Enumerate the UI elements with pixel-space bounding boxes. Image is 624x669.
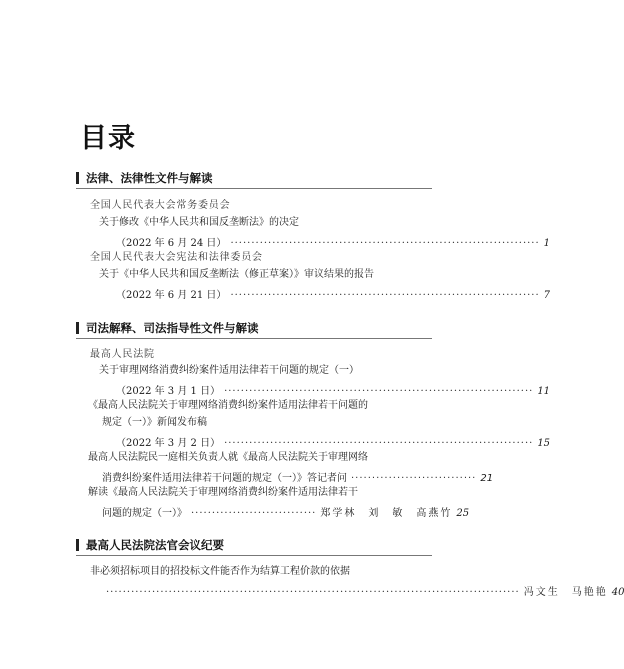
toc-entry-dateline[interactable]: [116, 434, 551, 449]
toc-issuer: 全国人民代表大会常务委员会: [90, 200, 231, 211]
page-title: 目录: [80, 123, 136, 154]
toc-entry-title-cont: 消费纠纷案件适用法律若干问题的规定（一）》答记者问: [102, 473, 347, 484]
toc-entry-dateline[interactable]: [116, 382, 551, 397]
toc-page-number: 1: [543, 238, 551, 249]
toc-issuer: 最高人民法院: [90, 349, 155, 360]
toc-leader-dots: ···································································································: [106, 587, 520, 598]
toc-page-number: 11: [537, 386, 551, 397]
section-heading-label: 法律、法律性文件与解读: [86, 171, 213, 185]
toc-issuer: 全国人民代表大会宪法和法律委员会: [90, 252, 263, 263]
section-heading-label: 司法解释、司法指导性文件与解读: [86, 321, 259, 335]
toc-entry-date: （2022 年 3 月 1 日）: [116, 386, 221, 397]
toc-leader-dots: ··········································································: [224, 386, 534, 397]
toc-entry-title[interactable]: 最高人民法院民一庭相关负责人就《最高人民法院关于审理网络: [88, 452, 368, 463]
section-heading-label: 最高人民法院法官会议纪要: [86, 538, 224, 552]
toc-leader-dots: ··········································································: [230, 238, 540, 249]
toc-entry-title-cont[interactable]: 规定（一）》新闻发布稿: [102, 417, 207, 428]
section-rule: [76, 555, 432, 556]
toc-entry-dateline[interactable]: [106, 583, 624, 598]
toc-entry-dateline[interactable]: [102, 469, 494, 484]
toc-entry-title[interactable]: 非必须招标项目的招投标文件能否作为结算工程价款的依据: [90, 566, 350, 577]
toc-entry-title[interactable]: 解读《最高人民法院关于审理网络消费纠纷案件适用法律若干: [88, 487, 358, 498]
toc-entry-dateline[interactable]: [102, 504, 470, 519]
toc-entry-title[interactable]: 《最高人民法院关于审理网络消费纠纷案件适用法律若干问题的: [88, 400, 368, 411]
toc-page-number: 15: [537, 438, 551, 449]
section-bar: [76, 539, 79, 551]
toc-leader-dots: ······························: [191, 508, 317, 519]
toc-leader-dots: ··········································································: [224, 438, 534, 449]
toc-page-number: 25: [456, 508, 470, 519]
toc-entry-title[interactable]: 关于审理网络消费纠纷案件适用法律若干问题的规定（一）: [99, 365, 359, 376]
section-bar: [76, 322, 79, 334]
toc-entry-dateline[interactable]: [116, 234, 551, 249]
toc-entry-authors: 郑学林 刘 敏 高燕竹: [320, 508, 453, 519]
toc-page-number: 7: [543, 290, 551, 301]
section-rule: [76, 338, 432, 339]
section-rule: [76, 188, 432, 189]
section-bar: [76, 172, 79, 184]
toc-entry-title[interactable]: 关于《中华人民共和国反垄断法（修正草案）》审议结果的报告: [99, 269, 374, 280]
toc-entry-dateline[interactable]: [116, 286, 551, 301]
toc-leader-dots: ··········································································: [230, 290, 540, 301]
toc-entry-date: （2022 年 3 月 2 日）: [116, 438, 221, 449]
toc-entry-date: （2022 年 6 月 24 日）: [116, 238, 227, 249]
toc-page-number: 21: [480, 473, 494, 484]
toc-entry-title[interactable]: 关于修改《中华人民共和国反垄断法》的决定: [99, 217, 299, 228]
toc-entry-authors: 冯文生 马艳艳: [523, 587, 608, 598]
toc-entry-date: （2022 年 6 月 21 日）: [116, 290, 227, 301]
toc-page-number: 40: [611, 587, 624, 598]
toc-entry-title-cont: 问题的规定（一）》: [102, 508, 187, 519]
toc-leader-dots: ······························: [351, 473, 477, 484]
